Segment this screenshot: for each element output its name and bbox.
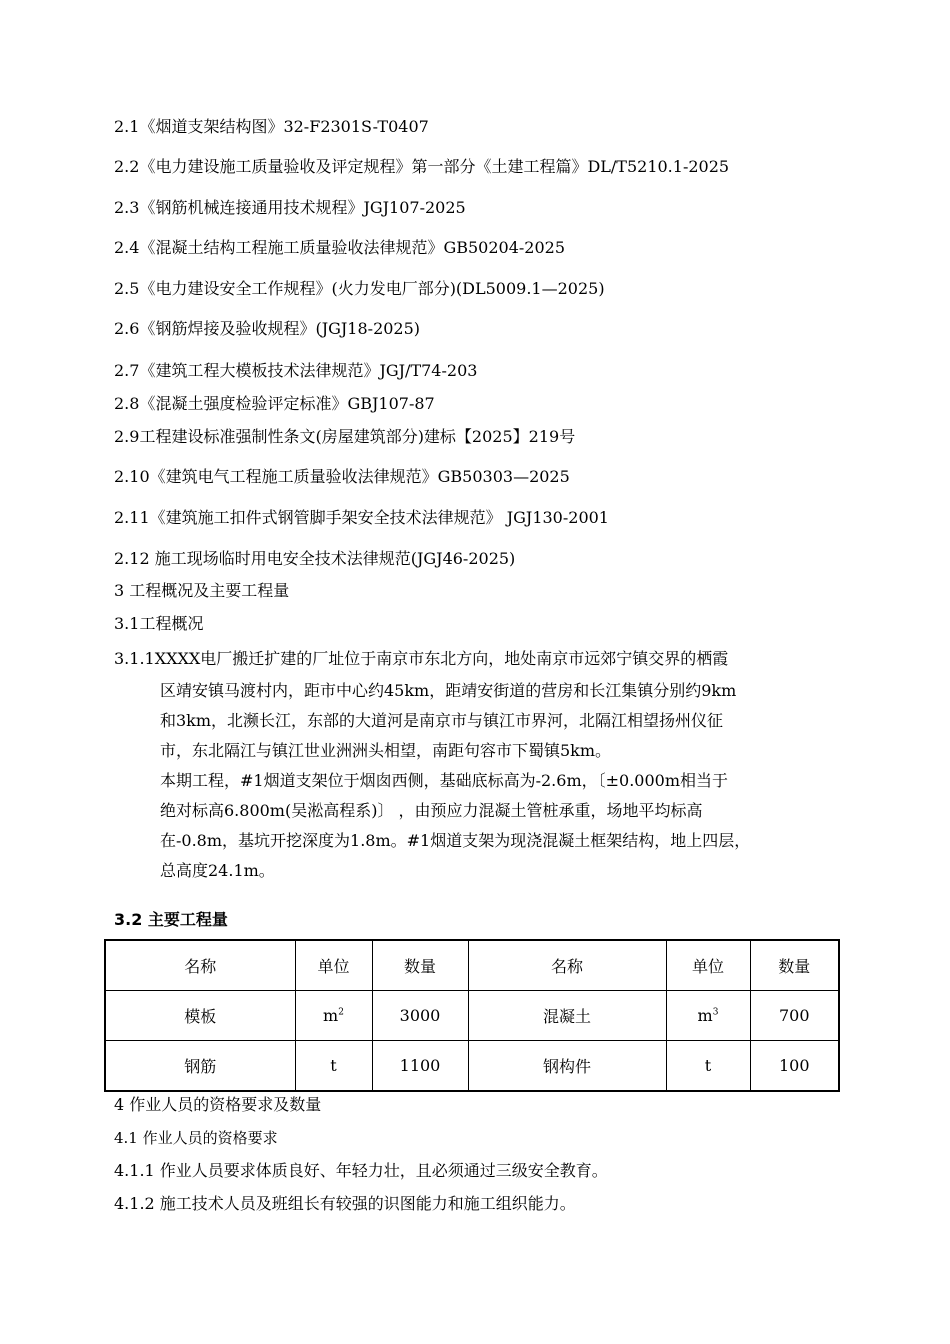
- project-overview-paragraph: [160, 676, 850, 886]
- column-header: 数量: [372, 940, 468, 991]
- paragraph-line: 本期工程，#1烟道支架位于烟囱西侧，基础底标高为-2.6m，〔±0.000m相当于: [160, 771, 728, 790]
- reference-item: 2.3《钢筋机械连接通用技术规程》JGJ107-2025: [114, 198, 466, 217]
- paragraph-line: 绝对标高6.800m(吴淞高程系)〕 ，由预应力混凝土管桩承重，场地平均标高: [160, 801, 703, 820]
- subsection-heading: 3.2 主要工程量: [114, 910, 228, 929]
- item-unit: $m^2$: [295, 991, 372, 1041]
- requirement-item: 4.1.1 作业人员要求体质良好、年轻力壮，且必须通过三级安全教育。: [114, 1161, 608, 1180]
- reference-item: 2.5《电力建设安全工作规程》(火力发电厂部分)(DL5009.1—2025): [114, 279, 605, 298]
- item-name: 模板: [105, 991, 295, 1041]
- reference-item: 2.7《建筑工程大模板技术法律规范》JGJ/T74-203: [114, 361, 478, 380]
- reference-item: 2.2《电力建设施工质量验收及评定规程》第一部分《土建工程篇》DL/T5210.1-2025: [114, 157, 730, 176]
- item-quantity: 3000: [372, 991, 468, 1041]
- item-name: 混凝土: [468, 991, 666, 1041]
- column-header: 单位: [295, 940, 372, 991]
- table-row: [105, 1041, 839, 1092]
- paragraph-line: 区靖安镇马渡村内，距市中心约45km，距靖安街道的营房和长江集镇分别约9km: [160, 681, 737, 700]
- subsection-heading: 3.1工程概况: [114, 614, 204, 633]
- reference-item: 2.1《烟道支架结构图》32-F2301S-T0407: [114, 117, 429, 136]
- reference-item: 2.9工程建设标准强制性条文(房屋建筑部分)建标【2025】219号: [114, 427, 576, 446]
- subsection-heading: 4.1 作业人员的资格要求: [114, 1129, 278, 1147]
- item-unit: t: [295, 1041, 372, 1092]
- reference-item: 2.6《钢筋焊接及验收规程》(JGJ18-2025): [114, 319, 421, 338]
- paragraph-line: 在-0.8m，基坑开挖深度为1.8m。#1烟道支架为现浇混凝土框架结构，地上四层，: [160, 831, 751, 850]
- table-header-row: [105, 940, 839, 991]
- column-header: 名称: [468, 940, 666, 991]
- reference-item: 2.10《建筑电气工程施工质量验收法律规范》GB50303—2025: [114, 467, 570, 486]
- main-quantities-table: [104, 939, 840, 1092]
- requirement-item: 4.1.2 施工技术人员及班组长有较强的识图能力和施工组织能力。: [114, 1194, 576, 1213]
- table-row: [105, 991, 839, 1041]
- paragraph-line: 和3km，北濒长江，东部的大道河是南京市与镇江市界河，北隔江相望扬州仪征: [160, 711, 724, 730]
- section-heading: 3 工程概况及主要工程量: [114, 581, 290, 600]
- column-header: 名称: [105, 940, 295, 991]
- item-quantity: 100: [750, 1041, 839, 1092]
- reference-item: 2.12 施工现场临时用电安全技术法律规范(JGJ46-2025): [114, 549, 516, 568]
- section-heading: 4 作业人员的资格要求及数量: [114, 1095, 322, 1114]
- paragraph-line: 总高度24.1m。: [160, 861, 275, 880]
- item-quantity: 1100: [372, 1041, 468, 1092]
- column-header: 单位: [666, 940, 750, 991]
- paragraph-line: 市，东北隔江与镇江世业洲洲头相望，南距句容市下蜀镇5km。: [160, 741, 612, 760]
- paragraph-first-line: 3.1.1XXXX电厂搬迁扩建的厂址位于南京市东北方向，地处南京市远郊宁镇交界的栖霞: [114, 649, 729, 668]
- reference-item: 2.8《混凝土强度检验评定标准》GBJ107-87: [114, 394, 435, 413]
- item-quantity: 700: [750, 991, 839, 1041]
- item-unit: $m^3$: [666, 991, 750, 1041]
- reference-item: 2.11《建筑施工扣件式钢管脚手架安全技术法律规范》 JGJ130-2001: [114, 508, 609, 527]
- item-name: 钢构件: [468, 1041, 666, 1092]
- reference-item: 2.4《混凝土结构工程施工质量验收法律规范》GB50204-2025: [114, 238, 566, 257]
- item-unit: t: [666, 1041, 750, 1092]
- item-name: 钢筋: [105, 1041, 295, 1092]
- column-header: 数量: [750, 940, 839, 991]
